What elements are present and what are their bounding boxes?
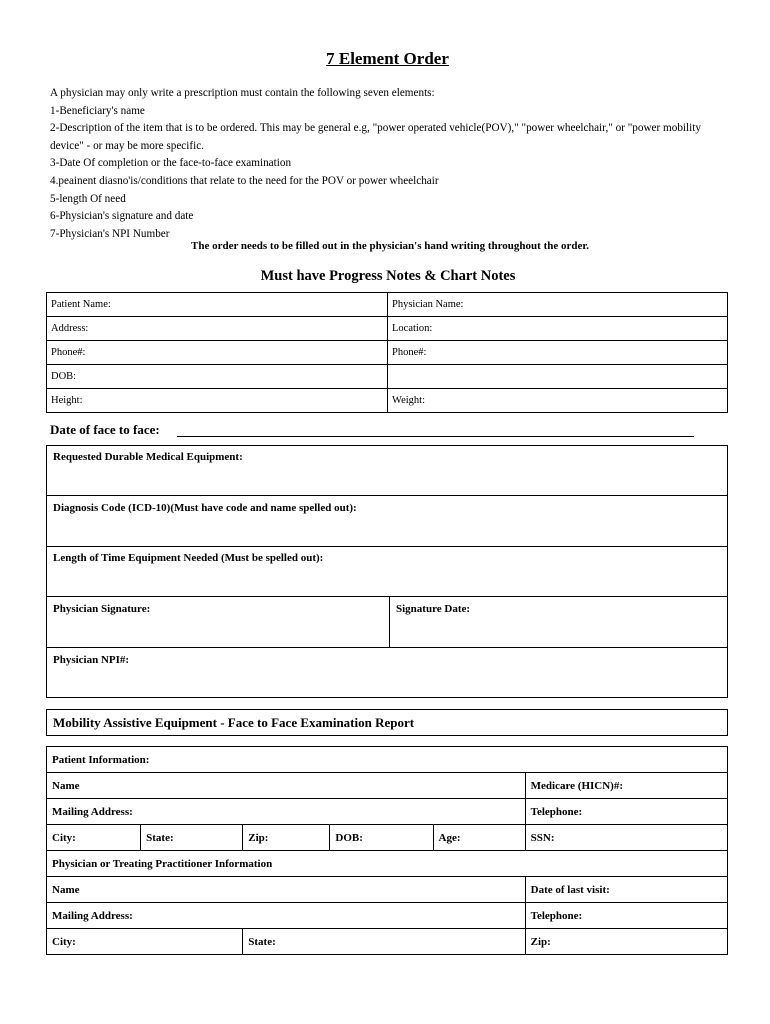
physician-name-field[interactable]: Name	[47, 877, 526, 903]
physician-mailing-field[interactable]: Mailing Address:	[47, 903, 526, 929]
face-to-face-label: Date of face to face:	[50, 422, 160, 437]
table-row	[47, 293, 728, 317]
intro-line: 5-length Of need	[50, 192, 126, 205]
table-row	[47, 747, 728, 773]
patient-info-header: Patient Information:	[47, 747, 728, 773]
physician-signature-label: Physician Signature:	[53, 603, 151, 615]
intro-line: 2-Description of the item that is to be ordered. This may be general e.g, "power operated vehicle(POV)," "power wheelchair," or "power mobility device" - or may be more specific.	[50, 122, 701, 152]
physician-info-header: Physician or Treating Practitioner Information	[47, 851, 728, 877]
physician-name-field[interactable]: Physician Name:	[388, 293, 728, 317]
signature-date-label: Signature Date:	[396, 603, 471, 615]
physician-phone-field[interactable]: Phone#:	[388, 341, 728, 365]
mae-report-title-box	[46, 709, 728, 736]
location-field[interactable]: Location:	[388, 317, 728, 341]
patient-mailing-field[interactable]: Mailing Address:	[47, 799, 526, 825]
height-field[interactable]: Height:	[47, 389, 388, 413]
table-row	[47, 799, 728, 825]
patient-telephone-field[interactable]: Telephone:	[525, 799, 727, 825]
table-row	[47, 365, 728, 389]
physician-npi-label: Physician NPI#:	[53, 654, 130, 666]
address-field[interactable]: Address:	[47, 317, 388, 341]
physician-state-field[interactable]: State:	[243, 929, 525, 955]
table-row	[47, 825, 728, 851]
patient-ssn-field[interactable]: SSN:	[525, 825, 727, 851]
intro-line: 3-Date Of completion or the face-to-face examination	[50, 157, 292, 170]
intro-line: 4.peainent diasno'is/conditions that relate to the need for the POV or power wheelchair	[50, 174, 439, 187]
f2f-report-table	[46, 746, 728, 955]
intro-line: 6-Physician's signature and date	[50, 210, 194, 223]
weight-field[interactable]: Weight:	[388, 389, 728, 413]
face-to-face-date-line[interactable]	[177, 436, 694, 437]
patient-zip-field[interactable]: Zip:	[243, 825, 330, 851]
intro-line: 7-Physician's NPI Number	[50, 227, 170, 240]
table-row	[47, 317, 728, 341]
divider	[47, 596, 727, 597]
length-of-need-label: Length of Time Equipment Needed (Must be spelled out):	[53, 552, 324, 564]
divider	[47, 495, 727, 496]
handwriting-note: The order needs to be filled out in the physician's hand writing throughout the order.	[191, 240, 589, 252]
patient-dob-field[interactable]: DOB:	[330, 825, 433, 851]
mae-report-title: Mobility Assistive Equipment - Face to Face Examination Report	[53, 715, 415, 730]
table-row	[47, 877, 728, 903]
progress-notes-heading: Must have Progress Notes & Chart Notes	[260, 268, 516, 284]
medicare-field[interactable]: Medicare (HICN)#:	[525, 773, 727, 799]
intro-line: A physician may only write a prescription must contain the following seven elements:	[50, 87, 435, 99]
patient-name-field[interactable]: Patient Name:	[47, 293, 388, 317]
table-row	[47, 389, 728, 413]
patient-state-field[interactable]: State:	[141, 825, 243, 851]
patient-city-field[interactable]: City:	[47, 825, 141, 851]
last-visit-field[interactable]: Date of last visit:	[525, 877, 727, 903]
divider	[389, 596, 390, 647]
requested-dme-label: Requested Durable Medical Equipment:	[53, 451, 243, 463]
divider	[47, 647, 727, 648]
physician-telephone-field[interactable]: Telephone:	[525, 903, 727, 929]
diagnosis-code-label: Diagnosis Code (ICD-10)(Must have code and name spelled out):	[53, 502, 357, 514]
patient-physician-table	[46, 292, 728, 413]
physician-zip-field[interactable]: Zip:	[525, 929, 727, 955]
patient-age-field[interactable]: Age:	[433, 825, 525, 851]
table-row	[47, 773, 728, 799]
table-row	[47, 341, 728, 365]
divider	[47, 546, 727, 547]
table-row	[47, 903, 728, 929]
intro-line: 1-Beneficiary's name	[50, 104, 145, 117]
physician-city-field[interactable]: City:	[47, 929, 243, 955]
table-row	[47, 929, 728, 955]
page-title: 7 Element Order	[326, 49, 449, 68]
patient-phone-field[interactable]: Phone#:	[47, 341, 388, 365]
empty-cell	[388, 365, 728, 389]
intro-text	[50, 85, 720, 243]
order-box	[46, 445, 728, 698]
table-row	[47, 851, 728, 877]
dob-field[interactable]: DOB:	[47, 365, 388, 389]
patient-name-field[interactable]: Name	[47, 773, 526, 799]
